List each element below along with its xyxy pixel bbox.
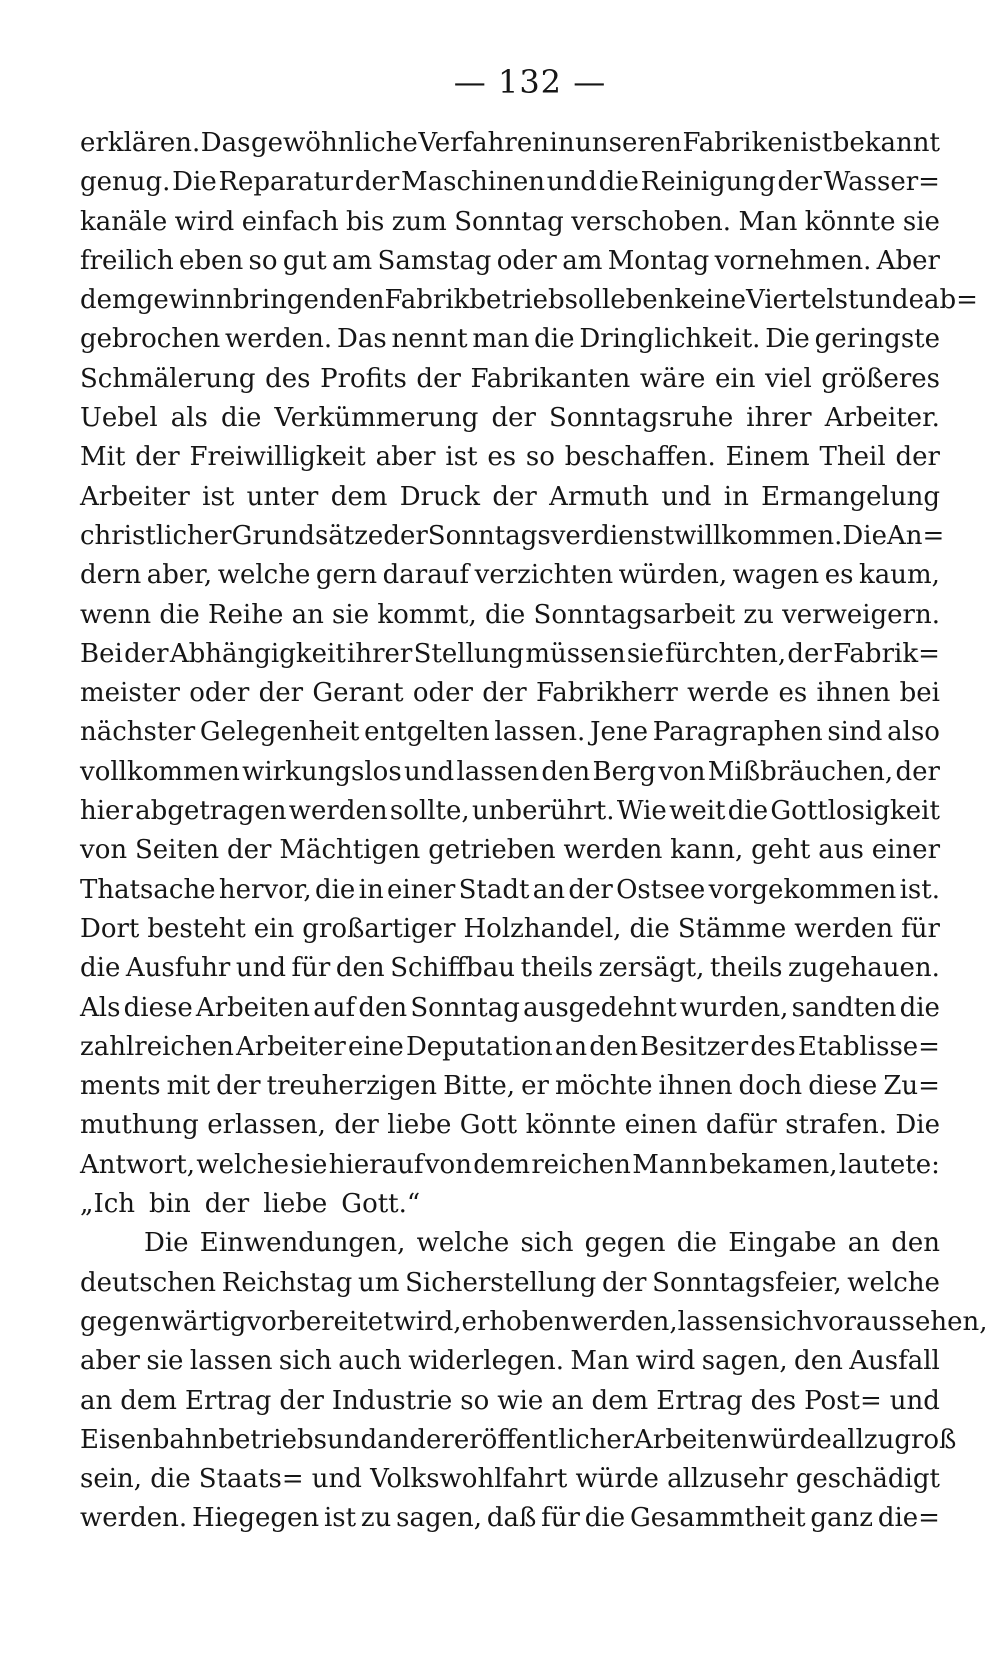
text-line: gegenwärtig vorbereitet wird, erhoben werden, lassen sich voraussehen, xyxy=(80,1306,988,1337)
text-line: dem gewinnbringenden Fabrikbetrieb soll eben keine Viertelstunde ab= xyxy=(80,285,978,316)
text-line: an dem Ertrag der Industrie so wie an dem Ertrag des Post= und xyxy=(80,1385,940,1416)
text-line: „Ich bin der liebe Gott.“ xyxy=(80,1189,421,1220)
text-line: erklären. Das gewöhnliche Verfahren in unseren Fabriken ist bekannt xyxy=(80,128,940,158)
text-line: von Seiten der Mächtigen getrieben werden kann, geht aus einer xyxy=(80,835,940,866)
text-body xyxy=(80,124,988,1539)
text-line: wenn die Reihe an sie kommt, die Sonntagsarbeit zu verweigern. xyxy=(80,599,940,630)
text-line: werden. Hiegegen ist zu sagen, daß für die Gesammtheit ganz die= xyxy=(80,1503,940,1534)
text-line: Die Einwendungen, welche sich gegen die Eingabe an den xyxy=(144,1228,940,1259)
text-line: vollkommen wirkungslos und lassen den Berg von Mißbräuchen, der xyxy=(80,756,940,787)
text-line: Thatsache hervor, die in einer Stadt an der Ostsee vorgekommen ist. xyxy=(80,874,940,905)
book-page xyxy=(80,52,988,1539)
text-line: die Ausfuhr und für den Schiffbau theils zersägt, theils zugehauen. xyxy=(80,953,940,984)
text-line: Als diese Arbeiten auf den Sonntag ausgedehnt wurden, sandten die xyxy=(80,992,940,1023)
text-line: zahlreichen Arbeiter eine Deputation an den Besitzer des Etablisse= xyxy=(80,1031,940,1062)
text-line: deutschen Reichstag um Sicherstellung der Sonntagsfeier, welche xyxy=(80,1267,940,1298)
text-line: Bei der Abhängigkeit ihrer Stellung müssen sie fürchten, der Fabrik= xyxy=(80,638,940,669)
text-line: genug. Die Reparatur der Maschinen und die Reinigung der Wasser= xyxy=(80,167,940,198)
text-line: freilich eben so gut am Samstag oder am Montag vornehmen. Aber xyxy=(80,245,940,276)
text-line: gebrochen werden. Das nennt man die Dringlichkeit. Die geringste xyxy=(80,324,940,355)
text-line: Antwort, welche sie hierauf von dem reichen Mann bekamen, lautete: xyxy=(80,1149,940,1180)
text-line: Mit der Freiwilligkeit aber ist es so beschaffen. Einem Theil der xyxy=(80,442,940,473)
text-line: ments mit der treuherzigen Bitte, er möchte ihnen doch diese Zu= xyxy=(80,1071,940,1102)
text-line: muthung erlassen, der liebe Gott könnte einen dafür strafen. Die xyxy=(80,1110,940,1141)
text-line: sein, die Staats= und Volkswohlfahrt würde allzusehr geschädigt xyxy=(80,1464,940,1495)
text-line: nächster Gelegenheit entgelten lassen. Jene Paragraphen sind also xyxy=(80,717,940,748)
text-line: Dort besteht ein großartiger Holzhandel, die Stämme werden für xyxy=(80,913,940,944)
text-line: kanäle wird einfach bis zum Sonntag verschoben. Man könnte sie xyxy=(80,206,940,237)
page-number: — 132 — xyxy=(453,63,607,101)
text-line: Schmälerung des Profits der Fabrikanten wäre ein viel größeres xyxy=(80,363,940,394)
text-line: christlicher Grundsätze der Sonntagsverdienst willkommen. Die An= xyxy=(80,520,945,551)
text-line: dern aber, welche gern darauf verzichten würden, wagen es kaum, xyxy=(80,560,940,591)
paragraph xyxy=(80,1224,988,1538)
text-line: Arbeiter ist unter dem Druck der Armuth und in Ermangelung xyxy=(80,481,940,512)
text-line: Uebel als die Verkümmerung der Sonntagsruhe ihrer Arbeiter. xyxy=(80,403,940,434)
text-line: Eisenbahnbetriebs und anderer öffentlicher Arbeiten würde allzu groß xyxy=(80,1424,957,1455)
text-line: aber sie lassen sich auch widerlegen. Man wird sagen, den Ausfall xyxy=(80,1346,940,1377)
text-line: hier abgetragen werden sollte, unberührt. Wie weit die Gottlosigkeit xyxy=(80,796,940,827)
text-line: meister oder der Gerant oder der Fabrikherr werde es ihnen bei xyxy=(80,678,940,709)
paragraph xyxy=(80,124,978,1224)
